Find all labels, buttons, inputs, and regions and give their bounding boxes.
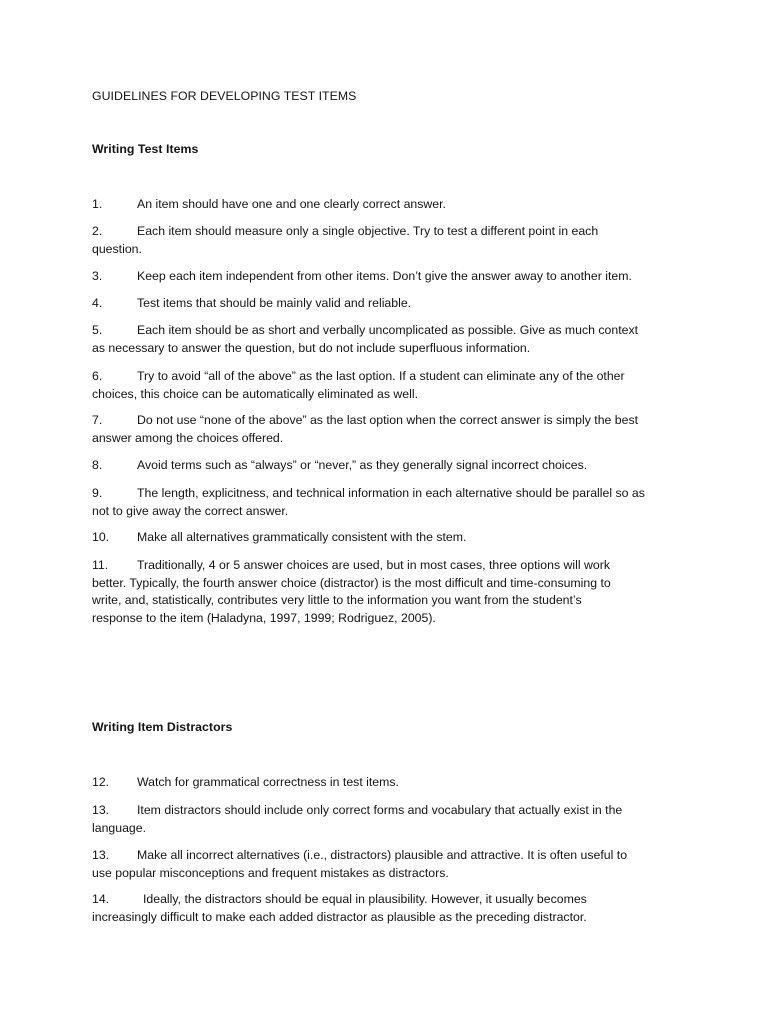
list-item-text: The length, explicitness, and technical information in each alternative should be parallel so as bbox=[137, 486, 645, 500]
list-item bbox=[92, 412, 692, 447]
list-item-line bbox=[92, 322, 692, 340]
list-item-line bbox=[92, 774, 692, 792]
section-heading-writing-item-distractors: Writing Item Distractors bbox=[92, 720, 233, 734]
list-item bbox=[92, 891, 692, 926]
list-item bbox=[92, 295, 692, 313]
list-item-line bbox=[92, 485, 692, 503]
list-item-number: 1. bbox=[92, 197, 103, 211]
list-item bbox=[92, 457, 692, 475]
list-item bbox=[92, 268, 692, 286]
list-item-text: Ideally, the distractors should be equal in plausibility. However, it usually becomes bbox=[143, 892, 587, 906]
list-item-text: response to the item (Haladyna, 1997, 1999; Rodriguez, 2005). bbox=[92, 610, 436, 625]
list-item-text: Make all incorrect alternatives (i.e., distractors) plausible and attractive. It is often useful to bbox=[137, 848, 628, 862]
list-item-text: choices, this choice can be automatically eliminated as well. bbox=[92, 386, 419, 401]
list-item-text: An item should have one and one clearly correct answer. bbox=[137, 197, 446, 211]
list-item bbox=[92, 223, 692, 258]
list-item-text: Watch for grammatical correctness in test items. bbox=[137, 775, 399, 789]
list-item bbox=[92, 196, 692, 214]
list-item-number: 13. bbox=[92, 848, 110, 862]
list-item-line bbox=[92, 295, 692, 313]
list-item-text: Item distractors should include only correct forms and vocabulary that actually exist in the bbox=[137, 803, 623, 817]
list-item-number: 14. bbox=[92, 892, 110, 906]
list-item-text: better. Typically, the fourth answer choice (distractor) is the most difficult and time-consuming to bbox=[92, 575, 611, 590]
list-item bbox=[92, 847, 692, 882]
list-item-number: 4. bbox=[92, 296, 103, 310]
list-item-number: 13. bbox=[92, 803, 110, 817]
list-item-text: Avoid terms such as “always” or “never,” as they generally signal incorrect choices. bbox=[137, 458, 588, 472]
list-item-text: question. bbox=[92, 241, 142, 256]
list-item-number: 5. bbox=[92, 323, 103, 337]
list-item-line bbox=[92, 268, 692, 286]
list-item bbox=[92, 322, 692, 357]
list-item-number: 7. bbox=[92, 413, 103, 427]
list-item bbox=[92, 485, 692, 520]
section-heading-writing-test-items: Writing Test Items bbox=[92, 142, 199, 156]
list-item bbox=[92, 774, 692, 792]
list-item-line bbox=[92, 802, 692, 820]
list-item-text: answer among the choices offered. bbox=[92, 430, 284, 445]
list-item-text: Keep each item independent from other items. Don’t give the answer away to another item. bbox=[137, 269, 632, 283]
list-item bbox=[92, 802, 692, 837]
list-item-line bbox=[92, 368, 692, 386]
list-item-text: increasingly difficult to make each added distractor as plausible as the preceding distractor. bbox=[92, 909, 587, 924]
list-item-line bbox=[92, 847, 692, 865]
list-item bbox=[92, 368, 692, 403]
list-item-line bbox=[92, 196, 692, 214]
list-item-text: Test items that should be mainly valid and reliable. bbox=[137, 296, 412, 310]
list-item-text: Make all alternatives grammatically consistent with the stem. bbox=[137, 530, 467, 544]
document-title: GUIDELINES FOR DEVELOPING TEST ITEMS bbox=[92, 89, 357, 103]
list-item-line bbox=[92, 412, 692, 430]
list-item-number: 12. bbox=[92, 775, 110, 789]
list-item-number: 9. bbox=[92, 486, 103, 500]
list-item-text: Do not use “none of the above” as the last option when the correct answer is simply the best bbox=[137, 413, 639, 427]
list-item-line bbox=[92, 457, 692, 475]
list-item-line bbox=[92, 891, 692, 909]
list-item bbox=[92, 529, 692, 547]
list-item-number: 11. bbox=[92, 558, 109, 572]
list-item-text: Try to avoid “all of the above” as the last option. If a student can eliminate any of the other bbox=[137, 369, 625, 383]
list-item-text: not to give away the correct answer. bbox=[92, 503, 289, 518]
list-item-text: write, and, statistically, contributes very little to the information you want from the student’s bbox=[92, 593, 582, 607]
list-item-number: 3. bbox=[92, 269, 103, 283]
list-item-number: 2. bbox=[92, 224, 103, 238]
list-item bbox=[92, 557, 692, 627]
list-item-line bbox=[92, 557, 692, 575]
list-item-text: as necessary to answer the question, but do not include superfluous information. bbox=[92, 340, 531, 355]
list-item-line bbox=[92, 223, 692, 241]
list-item-text: Each item should measure only a single objective. Try to test a different point in each bbox=[137, 224, 599, 238]
list-item-text: Each item should be as short and verbally uncomplicated as possible. Give as much context bbox=[137, 323, 639, 337]
list-item-text: use popular misconceptions and frequent mistakes as distractors. bbox=[92, 865, 449, 880]
list-item-number: 6. bbox=[92, 369, 103, 383]
list-item-number: 10. bbox=[92, 530, 110, 544]
list-item-number: 8. bbox=[92, 458, 103, 472]
list-item-text: language. bbox=[92, 820, 147, 835]
list-item-line bbox=[92, 529, 692, 547]
list-item-text: Traditionally, 4 or 5 answer choices are used, but in most cases, three options will work bbox=[137, 558, 610, 572]
